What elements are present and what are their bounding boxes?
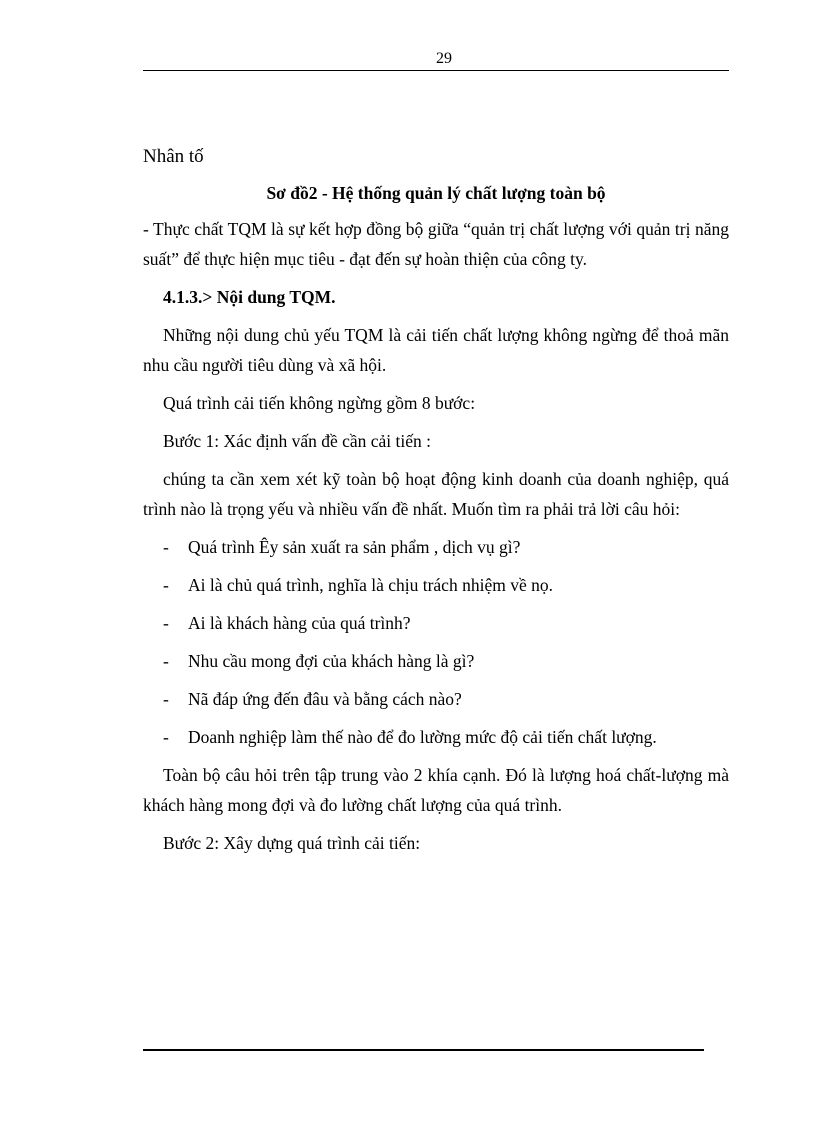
factor-label: Nhân tố bbox=[143, 146, 204, 167]
intro-paragraph: - Thực chất TQM là sự kết hợp đồng bộ giữa “quản trị chất lượng với quản trị năng suất” để thực hiện mục tiêu - đạt đến sự hoàn thiện của công ty. bbox=[143, 219, 729, 269]
bullet-dash: - bbox=[163, 651, 169, 671]
process-paragraph: Quá trình cải tiến không ngừng gồm 8 bước: bbox=[163, 393, 476, 413]
bullet-dash: - bbox=[163, 537, 169, 557]
bullet-dash: - bbox=[163, 689, 169, 709]
section-heading: 4.1.3.> Nội dung TQM. bbox=[163, 287, 336, 307]
bullet-dash: - bbox=[163, 727, 169, 747]
list-item bbox=[143, 646, 729, 676]
question-list bbox=[143, 532, 729, 752]
content-paragraph: Những nội dung chủ yếu TQM là cải tiến chất lượng không ngừng để thoả mãn nhu cầu người tiêu dùng và xã hội. bbox=[143, 325, 729, 375]
list-item-text: Ai là khách hàng của quá trình? bbox=[188, 613, 411, 633]
diagram-title: Sơ đồ2 - Hệ thống quản lý chất lượng toàn bộ bbox=[266, 183, 606, 203]
page-content bbox=[143, 142, 729, 866]
list-item bbox=[143, 684, 729, 714]
bullet-dash: - bbox=[163, 613, 169, 633]
list-item-text: Doanh nghiệp làm thế nào để đo lường mức độ cải tiến chất lượng. bbox=[188, 727, 657, 747]
list-item-text: Nã đáp ứng đến đâu và bằng cách nào? bbox=[188, 689, 462, 709]
header-rule bbox=[143, 70, 729, 71]
list-item-text: Quá trình Êy sản xuất ra sản phẩm , dịch vụ gì? bbox=[188, 537, 521, 557]
list-item bbox=[143, 608, 729, 638]
footer-rule bbox=[143, 1049, 704, 1051]
step2-label: Bước 2: Xây dựng quá trình cải tiến: bbox=[163, 833, 421, 853]
bullet-dash: - bbox=[163, 575, 169, 595]
list-item-text: Nhu cầu mong đợi của khách hàng là gì? bbox=[188, 651, 475, 671]
list-item-text: Ai là chủ quá trình, nghĩa là chịu trách nhiệm về nọ. bbox=[188, 575, 553, 595]
summary-paragraph: Toàn bộ câu hỏi trên tập trung vào 2 khía cạnh. Đó là lượng hoá chất-lượng mà khách hàng mong đợi và đo lường chất lượng của quá trình. bbox=[143, 765, 729, 815]
page-number: 29 bbox=[436, 50, 452, 67]
list-item bbox=[143, 570, 729, 600]
step1-label: Bước 1: Xác định vấn đề cần cải tiến : bbox=[163, 431, 432, 451]
step1-paragraph: chúng ta cần xem xét kỹ toàn bộ hoạt động kinh doanh của doanh nghiệp, quá trình nào là trọng yếu và nhiều vấn đề nhất. Muốn tìm ra phải trả lời câu hỏi: bbox=[143, 469, 729, 519]
list-item bbox=[143, 532, 729, 562]
list-item bbox=[143, 722, 729, 752]
